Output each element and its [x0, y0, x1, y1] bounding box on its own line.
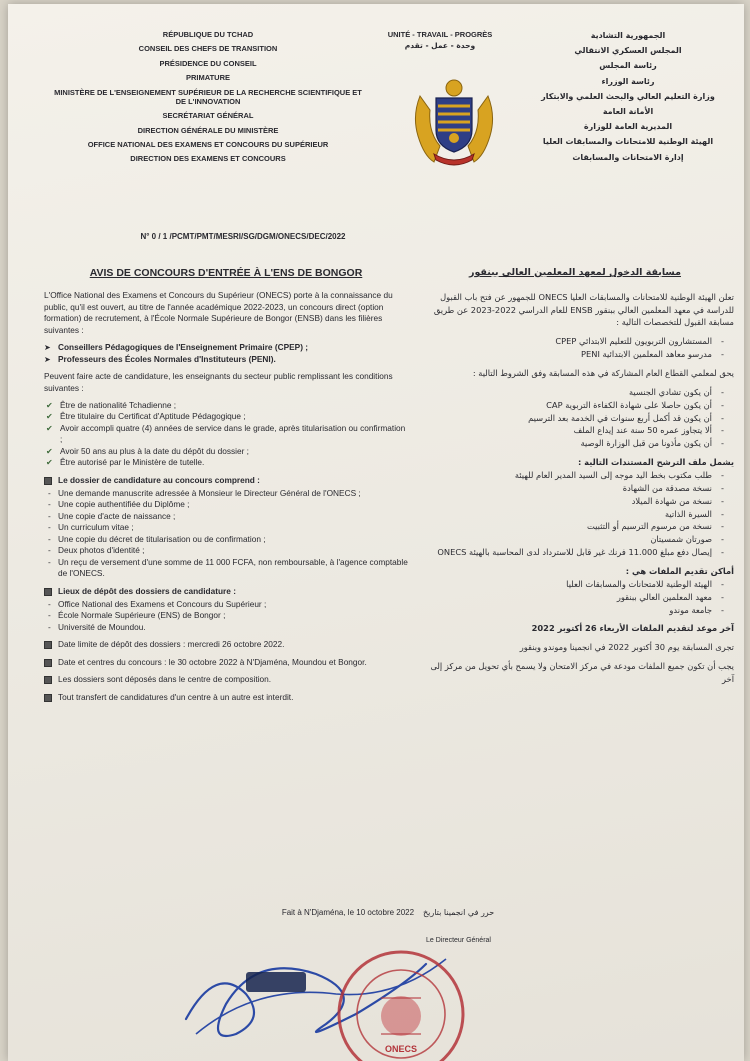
list-item: - Un reçu de versement d'une somme de 11 000 FCFA, non remboursable, à l'agence comptable de l'ONECS. — [44, 557, 408, 580]
arabic-column — [416, 266, 734, 692]
header-line: CONSEIL DES CHEFS DE TRANSITION — [138, 44, 278, 54]
header-line-ar: رئاسة الوزراء — [601, 76, 655, 86]
list-item: - Une demande manuscrite adressée à Monsieur le Directeur Général de l'ONECS ; — [44, 488, 408, 499]
exam-date-text: Date et centres du concours : le 30 octobre 2022 à N'Djaména, Moundou et Bongor. — [58, 656, 367, 667]
section-heading — [44, 475, 408, 486]
list-item: - Office National des Examens et Concours du Supérieur ; — [44, 599, 408, 610]
list-item: - نسخة من شهادة الميلاد — [416, 495, 724, 508]
header-line: DIRECTION GÉNÉRALE DU MINISTÈRE — [137, 125, 279, 135]
list-item: ✔ Avoir 50 ans au plus à la date du dépôt du dossier ; — [44, 446, 408, 457]
list-item: - Un curriculum vitae ; — [44, 522, 408, 533]
filieres-list-fr — [44, 342, 408, 365]
dossier-list-ar — [416, 469, 734, 559]
header-line-ar: المجلس العسكري الانتقالي — [574, 46, 682, 56]
motto-ar: وحدة - عمل - تقدم — [404, 40, 476, 50]
header-line-ar: وزارة التعليم العالي والبحث العلمي والابتكار — [541, 91, 715, 101]
signature-stamp-area — [176, 924, 596, 1061]
header-right — [528, 30, 728, 167]
french-column — [44, 266, 408, 709]
square-bullet-icon — [44, 641, 52, 649]
list-item: - السيرة الذاتية — [416, 508, 724, 521]
list-item: - الهيئة الوطنية للامتحانات والمسابقات العليا — [416, 578, 724, 591]
list-item: ✔ Avoir accompli quatre (4) années de service dans le grade, après titularisation ou confirmation ; — [44, 423, 408, 446]
list-item: ➤ Conseillers Pédagogiques de l'Enseignement Primaire (CPEP) ; — [44, 342, 408, 353]
deadline-line — [44, 639, 408, 650]
square-bullet-icon — [44, 659, 52, 667]
section-heading-text: Le dossier de candidature au concours comprend : — [58, 474, 260, 485]
header-line-ar: الجمهورية التشادية — [590, 31, 666, 40]
deadline-text: Date limite de dépôt des dossiers : mercredi 26 octobre 2022. — [58, 639, 285, 650]
conditions-list-ar — [416, 386, 734, 450]
conditions-intro-ar: يحق لمعلمي القطاع العام المشاركة في هذه المسابقة وفق الشروط التالية : — [472, 368, 734, 379]
list-item: ✔ Être de nationalité Tchadienne ; — [44, 400, 408, 411]
list-item: - أن يكون تشادي الجنسية — [416, 386, 724, 399]
list-item: - مدرسو معاهد المعلمين الابتدائية PENI — [416, 348, 724, 361]
header-line-ar: المديرية العامة للوزارة — [583, 122, 673, 132]
done-at-ar: حرر في انجمينا بتاريخ — [422, 908, 495, 917]
list-item: - إيصال دفع مبلغ 11.000 فرنك غير قابل للاسترداد لدى المحاسبة بالهيئة ONECS — [416, 546, 724, 559]
header-line: MINISTÈRE DE L'ENSEIGNEMENT SUPÉRIEUR DE LA RECHERCHE SCIENTIFIQUE ET DE L'INNOVATION — [54, 87, 362, 106]
header-line-ar: الأمانة العامة — [602, 106, 654, 116]
signatory-title: Le Directeur Général — [426, 937, 491, 944]
list-item: - Université de Moundou. — [44, 622, 408, 633]
place-date-line — [208, 908, 568, 917]
filieres-list-ar — [416, 335, 734, 361]
list-item: - أن يكون مأذونا من قبل الوزارة الوصية — [416, 437, 724, 450]
header-line: PRIMATURE — [185, 73, 231, 83]
motto-fr: UNITÉ - TRAVAIL - PROGRÈS — [387, 30, 493, 39]
square-bullet-icon — [44, 588, 52, 596]
exam-date-line — [44, 657, 408, 668]
header-line-ar: الهيئة الوطنية للامتحانات والمسابقات العليا — [542, 137, 714, 147]
exam-date-ar: تجرى المسابقة يوم 30 أكتوبر 2022 في انجمينا وموندو وبنقور — [519, 642, 734, 653]
list-item: ✔ Être titulaire du Certificat d'Aptitude Pédagogique ; — [44, 411, 408, 422]
reference-number: N° 0 / 1 /PCMT/PMT/MESRI/SG/DGM/ONECS/DEC/2022 — [140, 232, 346, 241]
list-item: - صورتان شمسيتان — [416, 533, 724, 546]
header-line: SECRÉTARIAT GÉNÉRAL — [162, 111, 254, 121]
transfer-note-ar: يجب أن تكون جميع الملفات مودعة في مركز الامتحان ولا يسمح بأي تحويل من مركز إلى آخر — [430, 661, 734, 685]
list-item: - جامعة موندو — [416, 604, 724, 617]
lieux-list-fr — [44, 599, 408, 633]
header-line: DIRECTION DES EXAMENS ET CONCOURS — [130, 154, 286, 164]
square-bullet-icon — [44, 676, 52, 684]
list-item: ✔ Être autorisé par le Ministère de tutelle. — [44, 457, 408, 468]
list-item: - Une copie d'acte de naissance ; — [44, 511, 408, 522]
header-line-ar: إدارة الامتحانات والمسابقات — [572, 152, 684, 162]
header-center — [370, 30, 510, 51]
dossier-list-fr — [44, 488, 408, 580]
notice-title-fr: AVIS DE CONCOURS D'ENTRÉE À L'ENS DE BONGOR — [89, 267, 363, 279]
list-item: - ألا يتجاوز عمره 50 سنة عند إيداع الملف — [416, 424, 724, 437]
intro-paragraph-fr: L'Office National des Examens et Concours du Supérieur (ONECS) porte à la connaissance du public, qu'il est ouvert, au titre de l'année académique 2022-2023, un concours direct (option formation) de recrutement, à l'École Normale Supérieure de Bongor (ENSB) dans les filières suivantes : — [44, 290, 393, 335]
list-item: - École Normale Supérieure (ENS) de Bongor ; — [44, 610, 408, 621]
list-item: - المستشارون التربويون للتعليم الابتدائي CPEP — [416, 335, 724, 348]
square-bullet-icon — [44, 477, 52, 485]
header-left — [48, 30, 368, 169]
dossier-heading-ar: يشمل ملف الترشح المستندات التالية : — [577, 457, 734, 468]
done-at-fr: Fait à N'Djaména, le 10 octobre 2022 — [281, 908, 415, 917]
list-item: - نسخة من مرسوم الترسيم أو التثبيت — [416, 520, 724, 533]
lieux-list-ar — [416, 578, 734, 617]
header-line-ar: رئاسة المجلس — [599, 61, 657, 71]
coat-of-arms-icon — [410, 76, 498, 168]
list-item: - أن يكون قد أكمل أربع سنوات في الخدمة بعد الترسيم — [416, 412, 724, 425]
transfer-note-line — [44, 692, 408, 703]
intro-paragraph-ar: تعلن الهيئة الوطنية للامتحانات والمسابقات العليا ONECS للجمهور عن فتح باب القبول للدراسة في معهد المعلمين العالي ببنقور ENSB للعام الدراسي 2022-2023 عن طريق مسابقة القبول للتخصصات التالية : — [433, 291, 734, 328]
list-item: - أن يكون حاصلا على شهادة الكفاءة التربوية CAP — [416, 399, 724, 412]
list-item: - Une copie authentifiée du Diplôme ; — [44, 499, 408, 510]
conditions-intro-fr: Peuvent faire acte de candidature, les enseignants du secteur public remplissant les conditions suivantes : — [44, 371, 393, 393]
deadline-ar: آخر موعد لتقديم الملفات الأربعاء 26 أكتوبر 2022 — [531, 623, 734, 634]
section-heading — [44, 586, 408, 597]
square-bullet-icon — [44, 694, 52, 702]
deposit-note-line — [44, 674, 408, 685]
list-item: - معهد المعلمين العالي ببنقور — [416, 591, 724, 604]
header-line: PRÉSIDENCE DU CONSEIL — [159, 58, 257, 68]
section-heading-text: Lieux de dépôt des dossiers de candidature : — [58, 585, 236, 596]
header-line: RÉPUBLIQUE DU TCHAD — [162, 30, 254, 39]
header-line: OFFICE NATIONAL DES EXAMENS ET CONCOURS DU SUPÉRIEUR — [87, 140, 329, 149]
lieux-heading-ar: أماكن تقديم الملفات هي : — [625, 566, 734, 577]
document-page — [8, 4, 744, 1061]
stamp-label: ONECS — [384, 1044, 418, 1054]
list-item: - طلب مكتوب بخط اليد موجه إلى السيد المدير العام للهيئة — [416, 469, 724, 482]
notice-title-ar: مسابقة الدخول لمعهد المعلمين العالي ببنقور — [469, 267, 681, 278]
list-item: - نسخة مصدقة من الشهادة — [416, 482, 724, 495]
list-item: - Deux photos d'identité ; — [44, 545, 408, 556]
deposit-note-text: Les dossiers sont déposés dans le centre de composition. — [58, 674, 272, 685]
conditions-list-fr — [44, 400, 408, 469]
transfer-note-text: Tout transfert de candidatures d'un centre à un autre est interdit. — [58, 691, 294, 702]
official-stamp-icon — [339, 952, 463, 1061]
list-item: - Une copie du décret de titularisation ou de confirmation ; — [44, 534, 408, 545]
list-item: ➤ Professeurs des Écoles Normales d'Instituteurs (PENI). — [44, 354, 408, 365]
